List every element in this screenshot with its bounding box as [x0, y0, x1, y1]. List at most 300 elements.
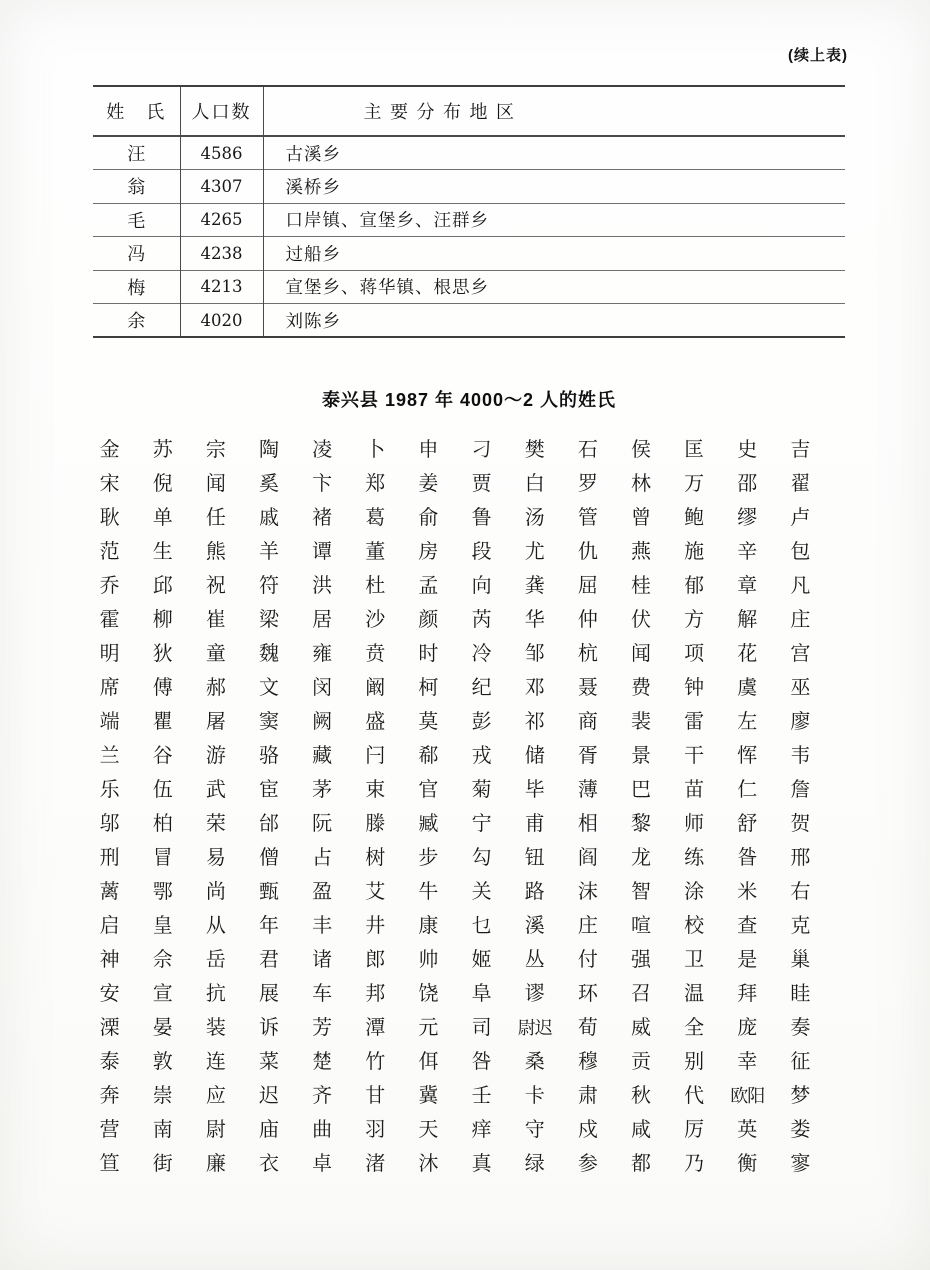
grid-cell: 营: [99, 1119, 120, 1141]
grid-cell: 章: [737, 575, 758, 597]
grid-cell: 钟: [684, 677, 705, 699]
grid-cell: 拜: [737, 983, 758, 1005]
grid-cell: 阎: [577, 847, 598, 869]
grid-cell: 郎: [365, 949, 386, 971]
grid-cell: 寥: [790, 1153, 811, 1175]
grid-cell: 邰: [258, 813, 279, 835]
grid-cell: 燕: [630, 541, 651, 563]
grid-cell: 奔: [99, 1085, 120, 1107]
grid-cell: 邢: [790, 847, 811, 869]
grid-cell: 申: [418, 439, 439, 461]
grid-cell: 仁: [737, 779, 758, 801]
grid-cell: 石: [577, 439, 598, 461]
grid-cell: 姜: [418, 473, 439, 495]
grid-cell: 廉: [205, 1153, 226, 1175]
surname-cell: 翁: [93, 170, 180, 204]
grid-cell: 牛: [418, 881, 439, 903]
grid-cell: 祁: [524, 711, 545, 733]
grid-cell: 阜: [471, 983, 492, 1005]
grid-cell: 林: [630, 473, 651, 495]
regions-cell: 刘陈乡: [263, 304, 845, 338]
grid-cell: 树: [365, 847, 386, 869]
surname-cell: 梅: [93, 270, 180, 304]
surname-population-table: [93, 85, 845, 338]
grid-cell: 梁: [258, 609, 279, 631]
grid-cell: 关: [471, 881, 492, 903]
regions-cell: 古溪乡: [263, 136, 845, 170]
grid-cell: 冒: [152, 847, 173, 869]
grid-cell: 柏: [152, 813, 173, 835]
grid-cell: 雷: [684, 711, 705, 733]
grid-cell: 景: [630, 745, 651, 767]
grid-cell: 舒: [737, 813, 758, 835]
grid-cell: 启: [99, 915, 120, 937]
grid-cell: 洪: [312, 575, 333, 597]
grid-cell: 皇: [152, 915, 173, 937]
grid-cell: 年: [258, 915, 279, 937]
grid-cell: 阙: [312, 711, 333, 733]
header-regions: 主 要 分 布 地 区: [263, 86, 845, 136]
grid-cell: 侯: [630, 439, 651, 461]
grid-cell: 苏: [152, 439, 173, 461]
grid-cell: 咎: [471, 1051, 492, 1073]
grid-cell: 占: [312, 847, 333, 869]
table-row: [93, 304, 845, 338]
table-header-row: [93, 86, 845, 136]
grid-cell: 毕: [524, 779, 545, 801]
grid-cell: 冀: [418, 1085, 439, 1107]
surname-cell: 冯: [93, 237, 180, 271]
grid-cell: 房: [418, 541, 439, 563]
grid-cell: 白: [524, 473, 545, 495]
grid-cell: 佘: [152, 949, 173, 971]
grid-cell: 戍: [577, 1119, 598, 1141]
grid-cell: 兰: [99, 745, 120, 767]
grid-cell: 眭: [790, 983, 811, 1005]
grid-cell: 丰: [312, 915, 333, 937]
population-cell: 4213: [180, 270, 263, 304]
grid-cell: 元: [418, 1017, 439, 1039]
grid-cell: 竹: [365, 1051, 386, 1073]
grid-cell: 纪: [471, 677, 492, 699]
grid-cell: 钮: [524, 847, 545, 869]
population-cell: 4586: [180, 136, 263, 170]
grid-cell: 乐: [99, 779, 120, 801]
grid-cell: 伍: [152, 779, 173, 801]
grid-cell: 甫: [524, 813, 545, 835]
grid-cell: 向: [471, 575, 492, 597]
grid-cell: 贺: [790, 813, 811, 835]
grid-cell: 项: [684, 643, 705, 665]
grid-cell: 羽: [365, 1119, 386, 1141]
population-cell: 4020: [180, 304, 263, 338]
grid-cell: 熊: [205, 541, 226, 563]
grid-cell: 廖: [790, 711, 811, 733]
grid-cell: 仲: [577, 609, 598, 631]
grid-cell: 溧: [99, 1017, 120, 1039]
grid-cell: 崔: [205, 609, 226, 631]
grid-cell: 尉: [205, 1119, 226, 1141]
grid-cell: 芳: [312, 1017, 333, 1039]
grid-cell: 桂: [630, 575, 651, 597]
grid-cell: 闵: [312, 677, 333, 699]
grid-cell: 华: [524, 609, 545, 631]
grid-cell: 戎: [471, 745, 492, 767]
grid-cell: 祝: [205, 575, 226, 597]
grid-cell: 壬: [471, 1085, 492, 1107]
grid-cell: 潭: [365, 1017, 386, 1039]
grid-cell: 居: [312, 609, 333, 631]
grid-cell: 荣: [205, 813, 226, 835]
grid-cell: 神: [99, 949, 120, 971]
grid-cell: 强: [630, 949, 651, 971]
grid-cell: 笪: [99, 1153, 120, 1175]
surname-cell: 毛: [93, 203, 180, 237]
grid-cell: 杜: [365, 575, 386, 597]
grid-cell: 宣: [152, 983, 173, 1005]
grid-cell: 温: [684, 983, 705, 1005]
table-row: [93, 136, 845, 170]
grid-cell: 尚: [205, 881, 226, 903]
grid-cell: 羊: [258, 541, 279, 563]
grid-cell: 卜: [365, 439, 386, 461]
grid-cell: 乃: [684, 1153, 705, 1175]
grid-cell: 卓: [312, 1153, 333, 1175]
grid-cell: 胥: [577, 745, 598, 767]
grid-cell: 邓: [524, 677, 545, 699]
grid-cell: 郝: [205, 677, 226, 699]
grid-cell: 菜: [258, 1051, 279, 1073]
grid-cell: 卞: [312, 473, 333, 495]
grid-cell: 段: [471, 541, 492, 563]
grid-cell: 秋: [630, 1085, 651, 1107]
grid-cell: 吉: [790, 439, 811, 461]
grid-cell: 费: [630, 677, 651, 699]
grid-cell: 樊: [524, 439, 545, 461]
grid-cell: 骆: [258, 745, 279, 767]
grid-cell: 薄: [577, 779, 598, 801]
grid-cell: 俞: [418, 507, 439, 529]
grid-cell: 庄: [790, 609, 811, 631]
grid-cell: 相: [577, 813, 598, 835]
grid-cell: 街: [152, 1153, 173, 1175]
grid-cell: 翟: [790, 473, 811, 495]
grid-cell: 万: [684, 473, 705, 495]
grid-cell: 滕: [365, 813, 386, 835]
grid-cell: 苗: [684, 779, 705, 801]
grid-cell: 仇: [577, 541, 598, 563]
grid-cell: 缪: [737, 507, 758, 529]
grid-cell: 董: [365, 541, 386, 563]
grid-cell: 龚: [524, 575, 545, 597]
grid-cell: 席: [99, 677, 120, 699]
grid-cell: 狄: [152, 643, 173, 665]
grid-cell: 花: [737, 643, 758, 665]
grid-cell: 梦: [790, 1085, 811, 1107]
grid-cell: 姬: [471, 949, 492, 971]
grid-cell: 诉: [258, 1017, 279, 1039]
grid-cell: 奏: [790, 1017, 811, 1039]
grid-cell: 沫: [577, 881, 598, 903]
grid-cell: 付: [577, 949, 598, 971]
grid-cell: 储: [524, 745, 545, 767]
grid-cell: 楚: [312, 1051, 333, 1073]
grid-cell: 迟: [258, 1085, 279, 1107]
grid-cell: 阮: [312, 813, 333, 835]
grid-cell: 诸: [312, 949, 333, 971]
grid-cell: 范: [99, 541, 120, 563]
population-cell: 4265: [180, 203, 263, 237]
grid-cell: 甘: [365, 1085, 386, 1107]
grid-cell: 凡: [790, 575, 811, 597]
grid-cell: 帅: [418, 949, 439, 971]
grid-cell: 闻: [205, 473, 226, 495]
grid-cell: 娄: [790, 1119, 811, 1141]
grid-cell: 符: [258, 575, 279, 597]
grid-cell: 克: [790, 915, 811, 937]
grid-cell: 卡: [524, 1085, 545, 1107]
grid-cell: 邹: [524, 643, 545, 665]
header-surname: 姓 氏: [93, 86, 180, 136]
grid-cell: 喧: [630, 915, 651, 937]
grid-cell: 盛: [365, 711, 386, 733]
grid-cell: 邵: [737, 473, 758, 495]
grid-cell: 史: [737, 439, 758, 461]
grid-cell: 蓠: [99, 881, 120, 903]
grid-cell: 刁: [471, 439, 492, 461]
grid-cell: 柯: [418, 677, 439, 699]
header-population: 人口数: [180, 86, 263, 136]
grid-cell: 辛: [737, 541, 758, 563]
grid-cell: 邬: [99, 813, 120, 835]
grid-cell: 连: [205, 1051, 226, 1073]
table-row: [93, 270, 845, 304]
grid-cell: 痒: [471, 1119, 492, 1141]
grid-cell: 装: [205, 1017, 226, 1039]
grid-cell: 施: [684, 541, 705, 563]
grid-cell: 从: [205, 915, 226, 937]
grid-cell: 黎: [630, 813, 651, 835]
grid-cell: 庄: [577, 915, 598, 937]
grid-cell: 解: [737, 609, 758, 631]
grid-cell: 宫: [790, 643, 811, 665]
grid-cell: 安: [99, 983, 120, 1005]
grid-cell: 昝: [737, 847, 758, 869]
grid-cell: 尤: [524, 541, 545, 563]
grid-cell: 屈: [577, 575, 598, 597]
grid-cell: 沐: [418, 1153, 439, 1175]
table-row: [93, 203, 845, 237]
grid-cell: 尉迟: [517, 1018, 552, 1038]
population-cell: 4307: [180, 170, 263, 204]
grid-cell: 庞: [737, 1017, 758, 1039]
grid-cell: 康: [418, 915, 439, 937]
grid-cell: 藏: [312, 745, 333, 767]
grid-cell: 晏: [152, 1017, 173, 1039]
grid-cell: 窦: [258, 711, 279, 733]
grid-cell: 欧阳: [730, 1086, 765, 1106]
grid-cell: 凌: [312, 439, 333, 461]
grid-cell: 臧: [418, 813, 439, 835]
grid-cell: 岳: [205, 949, 226, 971]
grid-cell: 君: [258, 949, 279, 971]
grid-cell: 宁: [471, 813, 492, 835]
grid-cell: 衣: [258, 1153, 279, 1175]
grid-cell: 聂: [577, 677, 598, 699]
grid-cell: 巫: [790, 677, 811, 699]
grid-cell: 巢: [790, 949, 811, 971]
grid-cell: 卢: [790, 507, 811, 529]
grid-cell: 查: [737, 915, 758, 937]
grid-cell: 司: [471, 1017, 492, 1039]
surname-table-body: [93, 136, 845, 337]
table-row: [93, 170, 845, 204]
grid-cell: 咸: [630, 1119, 651, 1141]
grid-cell: 崇: [152, 1085, 173, 1107]
grid-cell: 雍: [312, 643, 333, 665]
grid-cell: 耿: [99, 507, 120, 529]
grid-cell: 彭: [471, 711, 492, 733]
grid-cell: 厉: [684, 1119, 705, 1141]
grid-cell: 天: [418, 1119, 439, 1141]
grid-cell: 谬: [524, 983, 545, 1005]
grid-cell: 冷: [471, 643, 492, 665]
grid-cell: 罗: [577, 473, 598, 495]
grid-cell: 米: [737, 881, 758, 903]
grid-cell: 参: [577, 1153, 598, 1175]
grid-cell: 生: [152, 541, 173, 563]
grid-cell: 全: [684, 1017, 705, 1039]
grid-cell: 闩: [365, 745, 386, 767]
grid-cell: 肃: [577, 1085, 598, 1107]
grid-cell: 涂: [684, 881, 705, 903]
grid-cell: 庙: [258, 1119, 279, 1141]
grid-cell: 谭: [312, 541, 333, 563]
grid-cell: 孟: [418, 575, 439, 597]
grid-cell: 茅: [312, 779, 333, 801]
grid-cell: 童: [205, 643, 226, 665]
grid-cell: 鲍: [684, 507, 705, 529]
grid-cell: 贾: [471, 473, 492, 495]
grid-cell: 闻: [630, 643, 651, 665]
grid-cell: 校: [684, 915, 705, 937]
grid-cell: 僧: [258, 847, 279, 869]
grid-cell: 宗: [205, 439, 226, 461]
grid-cell: 时: [418, 643, 439, 665]
grid-cell: 虞: [737, 677, 758, 699]
regions-cell: 溪桥乡: [263, 170, 845, 204]
grid-cell: 恽: [737, 745, 758, 767]
regions-cell: 口岸镇、宣堡乡、汪群乡: [263, 203, 845, 237]
grid-cell: 穆: [577, 1051, 598, 1073]
grid-cell: 屠: [205, 711, 226, 733]
grid-cell: 柳: [152, 609, 173, 631]
grid-cell: 抗: [205, 983, 226, 1005]
grid-title: 泰兴县 1987 年 4000～2 人的姓氏: [321, 390, 617, 410]
grid-cell: 练: [684, 847, 705, 869]
grid-cell: 方: [684, 609, 705, 631]
grid-cell: 阚: [365, 677, 386, 699]
grid-cell: 裴: [630, 711, 651, 733]
grid-cell: 葛: [365, 507, 386, 529]
grid-cell: 龙: [630, 847, 651, 869]
grid-cell: 贲: [365, 643, 386, 665]
grid-cell: 环: [577, 983, 598, 1005]
grid-cell: 干: [684, 745, 705, 767]
grid-cell: 明: [99, 643, 120, 665]
grid-cell: 宋: [99, 473, 120, 495]
grid-cell: 武: [205, 779, 226, 801]
grid-cell: 端: [99, 711, 120, 733]
continuation-note: (续上表): [788, 47, 848, 64]
grid-cell: 陶: [258, 439, 279, 461]
grid-cell: 敦: [152, 1051, 173, 1073]
grid-cell: 商: [577, 711, 598, 733]
grid-cell: 师: [684, 813, 705, 835]
grid-cell: 溪: [524, 915, 545, 937]
grid-cell: 刑: [99, 847, 120, 869]
grid-cell: 宦: [258, 779, 279, 801]
grid-cell: 瞿: [152, 711, 173, 733]
regions-cell: 宣堡乡、蒋华镇、根思乡: [263, 270, 845, 304]
grid-cell: 代: [684, 1085, 705, 1107]
grid-cell: 戚: [258, 507, 279, 529]
grid-cell: 单: [152, 507, 173, 529]
grid-cell: 渚: [365, 1153, 386, 1175]
grid-cell: 威: [630, 1017, 651, 1039]
population-cell: 4238: [180, 237, 263, 271]
grid-cell: 乔: [99, 575, 120, 597]
grid-cell: 甄: [258, 881, 279, 903]
grid-cell: 荀: [577, 1017, 598, 1039]
grid-cell: 路: [524, 881, 545, 903]
grid-cell: 官: [418, 779, 439, 801]
grid-cell: 詹: [790, 779, 811, 801]
grid-cell: 沙: [365, 609, 386, 631]
grid-cell: 车: [312, 983, 333, 1005]
grid-cell: 智: [630, 881, 651, 903]
grid-cell: 魏: [258, 643, 279, 665]
grid-cell: 右: [790, 881, 811, 903]
grid-cell: 盈: [312, 881, 333, 903]
grid-cell: 菊: [471, 779, 492, 801]
grid-cell: 南: [152, 1119, 173, 1141]
grid-cell: 卫: [684, 949, 705, 971]
grid-cell: 褚: [312, 507, 333, 529]
table-row: [93, 237, 845, 271]
grid-cell: 艾: [365, 881, 386, 903]
grid-cell: 别: [684, 1051, 705, 1073]
grid-cell: 芮: [471, 609, 492, 631]
grid-cell: 莫: [418, 711, 439, 733]
grid-cell: 巴: [630, 779, 651, 801]
grid-cell: 韦: [790, 745, 811, 767]
surname-grid: [83, 433, 827, 1181]
grid-cell: 管: [577, 507, 598, 529]
grid-cell: 束: [365, 779, 386, 801]
grid-cell: 颜: [418, 609, 439, 631]
grid-cell: 乜: [471, 915, 492, 937]
grid-cell: 英: [737, 1119, 758, 1141]
grid-cell: 傅: [152, 677, 173, 699]
grid-cell: 任: [205, 507, 226, 529]
grid-cell: 贡: [630, 1051, 651, 1073]
grid-cell: 衡: [737, 1153, 758, 1175]
grid-cell: 勾: [471, 847, 492, 869]
regions-cell: 过船乡: [263, 237, 845, 271]
grid-cell: 郗: [418, 745, 439, 767]
grid-cell: 霍: [99, 609, 120, 631]
